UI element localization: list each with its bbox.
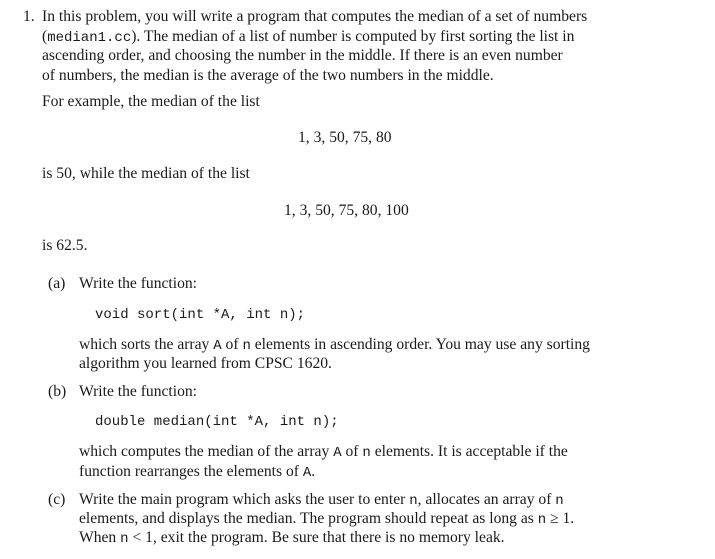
part-c-l1-pre: Write the main program which asks the user to enter — [79, 491, 410, 508]
part-c-l3-post: < 1, exit the program. Be sure that there is no memory leak. — [128, 529, 505, 546]
intro-paren-open: ( — [42, 28, 48, 45]
n-code: n — [120, 531, 129, 547]
n-code: n — [409, 493, 418, 509]
part-c-line-2 — [79, 509, 574, 530]
n-code: n — [362, 445, 371, 461]
part-b-desc2-post: . — [311, 463, 316, 480]
filename-code: median1.cc — [47, 30, 132, 46]
part-b-desc-line-2 — [79, 462, 315, 483]
example-lead: For example, the median of the list — [42, 93, 260, 110]
part-c-line-1 — [79, 490, 564, 511]
problem-number: 1. — [23, 8, 35, 25]
part-a-desc-post: elements in ascending order. You may use any sorting — [250, 336, 590, 353]
part-b-desc-line-1 — [79, 442, 568, 463]
example-result: is 62.5. — [42, 237, 88, 254]
intro-line-1: In this problem, you will write a program that computes the median of a set of numbers — [42, 8, 588, 25]
part-c-l2-pre: elements, and displays the median. The program should repeat as long as — [79, 510, 538, 527]
part-c-l3-pre: When — [79, 529, 121, 546]
intro-line-2 — [42, 27, 574, 48]
part-b-desc2-pre: function rearranges the elements of — [79, 463, 303, 480]
part-b-desc-mid: of — [341, 443, 363, 460]
part-b-code: double median(int *A, int n); — [95, 414, 339, 430]
part-a-desc-line-2: algorithm you learned from CPSC 1620. — [79, 355, 332, 372]
array-A-code: A — [333, 445, 342, 461]
n-code: n — [555, 493, 564, 509]
part-a-desc-line-1 — [79, 335, 590, 356]
example-list-1: 1, 3, 50, 75, 80 — [298, 129, 392, 146]
part-c-l2-post: ≥ 1. — [546, 510, 575, 527]
part-a-desc-pre: which sorts the array — [79, 336, 214, 353]
intro-line-2-rest: ). The median of a list of number is computed by first sorting the list in — [131, 28, 575, 45]
intro-line-3: ascending order, and choosing the number in the middle. If there is an even number — [42, 47, 563, 64]
part-b-desc-pre: which computes the median of the array — [79, 443, 334, 460]
part-c-l1-mid: , allocates an array of — [417, 491, 556, 508]
part-a-desc-mid: of — [221, 336, 243, 353]
part-a-lead: Write the function: — [79, 275, 198, 292]
intro-line-4: of numbers, the median is the average of the two numbers in the middle. — [42, 67, 494, 84]
n-code: n — [537, 512, 547, 528]
part-a-code: void sort(int *A, int n); — [95, 307, 306, 323]
part-b-label: (b) — [48, 383, 67, 400]
part-c-line-3 — [79, 528, 505, 549]
part-b-lead: Write the function: — [79, 383, 198, 400]
n-code: n — [242, 338, 251, 354]
part-a-label: (a) — [48, 275, 66, 292]
example-list-2: 1, 3, 50, 75, 80, 100 — [284, 202, 409, 219]
part-c-label: (c) — [48, 491, 66, 508]
array-A-code: A — [213, 338, 222, 354]
part-b-desc-post: elements. It is acceptable if the — [370, 443, 568, 460]
array-A-code: A — [302, 465, 312, 481]
example-between: is 50, while the median of the list — [42, 165, 250, 182]
